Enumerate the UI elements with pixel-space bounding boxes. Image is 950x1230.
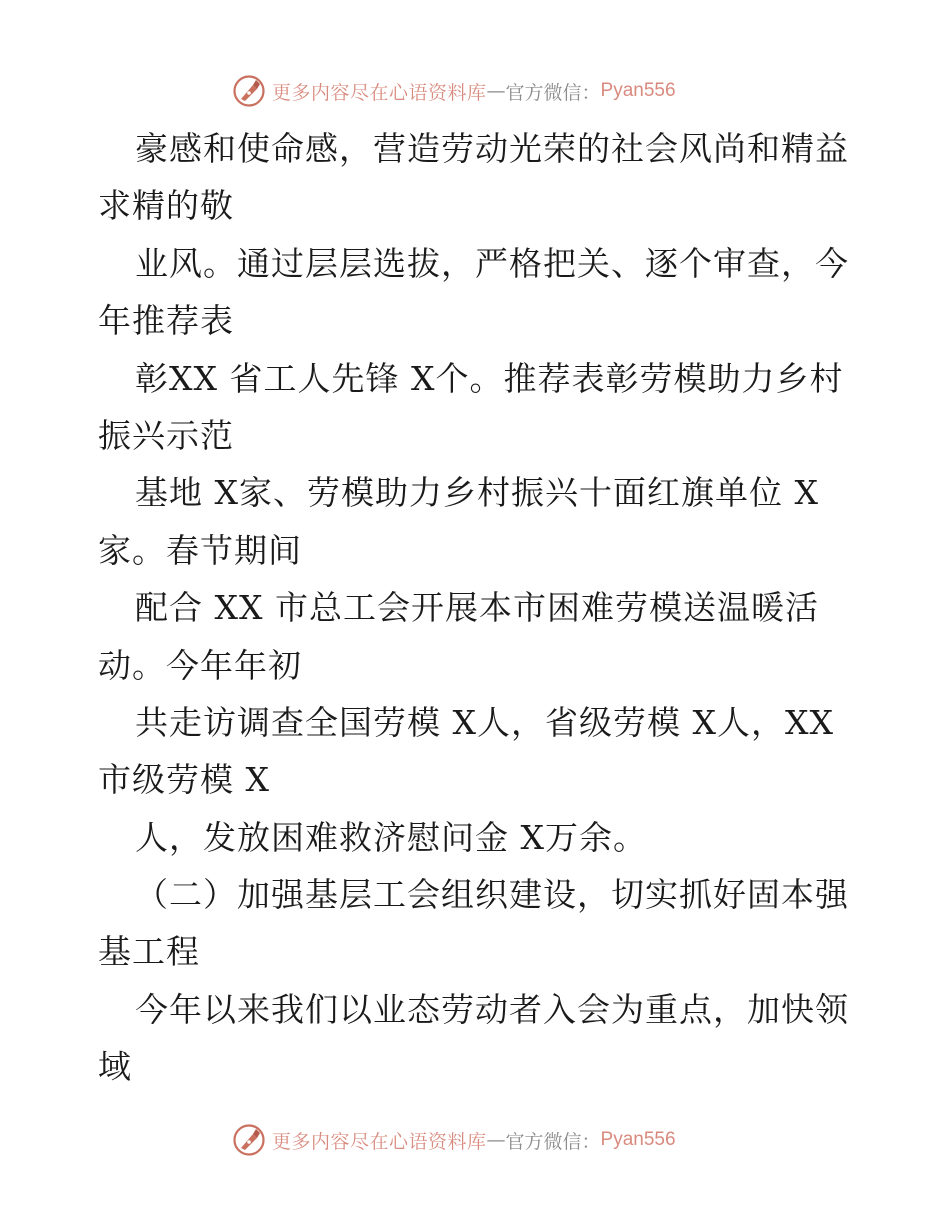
text-line: 共走访调查全国劳模 X人，省级劳模 X人，XX bbox=[135, 702, 834, 742]
pen-nib-logo-icon bbox=[232, 1123, 266, 1157]
site-name: 更多内容尽在心语资料库 bbox=[272, 1130, 487, 1153]
text-line: 人，发放困难救济慰问金 X万余。 bbox=[135, 817, 647, 857]
text-line: 动。今年年初 bbox=[98, 645, 302, 685]
wechat-id: Pyan556 bbox=[600, 80, 676, 101]
document-body bbox=[98, 120, 858, 1096]
text-line: 基地 X家、劳模助力乡村振兴十面红旗单位 X bbox=[135, 473, 819, 513]
site-name: 更多内容尽在心语资料库 bbox=[272, 81, 487, 104]
text-line: 家。春节期间 bbox=[98, 530, 302, 570]
wechat-id: Pyan556 bbox=[600, 1129, 676, 1150]
wechat-label: 官方微信： bbox=[505, 81, 601, 104]
section-heading: （二）加强基层工会组织建设，切实抓好固本强 bbox=[135, 875, 849, 915]
text-line: 市级劳模 X bbox=[98, 760, 270, 800]
wechat-label: 官方微信： bbox=[505, 1130, 601, 1153]
text-line: 求精的敬 bbox=[98, 186, 234, 226]
banner-separator: — bbox=[486, 1129, 506, 1151]
text-line: 年推荐表 bbox=[98, 301, 234, 341]
pen-nib-logo-icon bbox=[232, 74, 266, 108]
header-banner bbox=[232, 71, 676, 111]
text-line: 配合 XX 市总工会开展本市困难劳模送温暖活 bbox=[135, 588, 819, 628]
text-line: 基工程 bbox=[98, 932, 200, 972]
text-line: 业风。通过层层选拔，严格把关、逐个审查，今 bbox=[135, 243, 849, 283]
banner-separator: — bbox=[486, 80, 506, 102]
text-line: 彰XX 省工人先锋 X个。推荐表彰劳模助力乡村 bbox=[135, 358, 844, 398]
text-line: 振兴示范 bbox=[98, 415, 234, 455]
text-line: 域 bbox=[98, 1047, 132, 1087]
text-line: 今年以来我们以业态劳动者入会为重点，加快领 bbox=[135, 989, 849, 1029]
text-line: 豪感和使命感，营造劳动光荣的社会风尚和精益 bbox=[135, 129, 849, 168]
footer-banner bbox=[232, 1120, 676, 1160]
